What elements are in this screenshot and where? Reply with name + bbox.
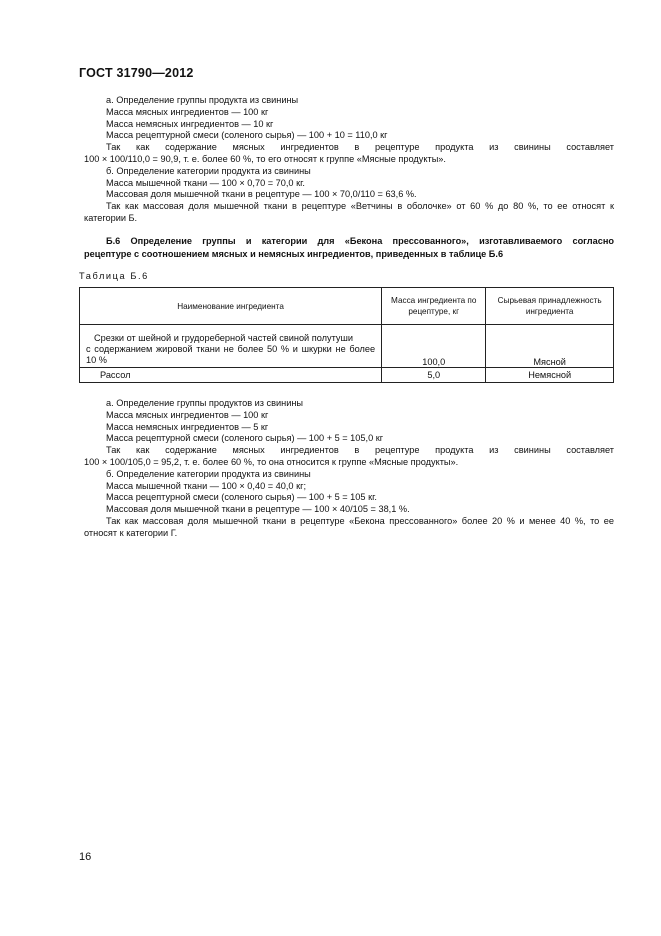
column-header: Масса ингредиента по рецептуре, кг (382, 288, 486, 325)
ingredient-name-line: Срезки от шейной и грудореберной частей свиной полутуши (94, 333, 353, 343)
type-cell: Мясной (486, 325, 614, 368)
table-row (80, 368, 614, 383)
document-header: ГОСТ 31790—2012 (79, 66, 194, 80)
text-line: Масса мышечной ткани — 100 × 0,40 = 40,0 кг; (106, 480, 307, 491)
column-header: Сырьевая принадлежность ингредиента (486, 288, 614, 325)
text-line: Масса мышечной ткани — 100 × 0,70 = 70,0 кг. (106, 177, 305, 188)
table-header-row (80, 288, 614, 325)
column-header: Наименование ингредиента (80, 288, 382, 325)
paragraph-line: относят к категории Г. (84, 527, 178, 538)
ingredient-name-line: с содержанием жировой ткани не более 50 % и шкурки не более 10 % (86, 344, 376, 365)
text-line: Масса мясных ингредиентов — 100 кг (106, 409, 269, 420)
table-caption: Таблица Б.6 (79, 271, 149, 281)
text-line: а. Определение группы продуктов из свинины (106, 398, 304, 408)
ingredient-name-cell: Рассол (80, 368, 382, 383)
text-line: Массовая доля мышечной ткани в рецептуре — 100 × 70,0/110 = 63,6 %. (106, 189, 417, 200)
table-row (80, 325, 614, 368)
text-line: Масса немясных ингредиентов — 5 кг (106, 421, 269, 432)
mass-cell: 100,0 (382, 325, 486, 368)
ingredients-table (79, 287, 614, 383)
section-title (84, 235, 614, 260)
text-line: Масса рецептурной смеси (соленого сырья) — 100 + 10 = 110,0 кг (106, 130, 388, 141)
group-category-block-b (84, 398, 614, 540)
mass-cell: 5,0 (382, 368, 486, 383)
text-line: Масса рецептурной смеси (соленого сырья) — 100 + 5 = 105,0 кг (106, 433, 384, 444)
section-title-line: Б.6 Определение группы и категории для «Бекона прессованного», изготавливаемого согласно (106, 236, 614, 246)
paragraph-line: Так как содержание мясных ингредиентов в рецептуре продукта из свинины составляет (106, 142, 614, 153)
text-line: Массовая доля мышечной ткани в рецептуре — 100 × 40/105 = 38,1 %. (106, 504, 410, 515)
paragraph-line: 100 × 100/110,0 = 90,9, т. е. более 60 %, то его относят к группе «Мясные продукты». (84, 153, 446, 164)
text-line: а. Определение группы продукта из свинины (106, 95, 299, 105)
text-line: б. Определение категории продукта из свинины (106, 165, 311, 176)
ingredient-name-cell (80, 325, 382, 368)
text-line: Масса немясных ингредиентов — 10 кг (106, 118, 274, 129)
paragraph-line: Так как массовая доля мышечной ткани в рецептуре «Ветчины в оболочке» от 60 % до 80 %, то ее относят к (106, 201, 614, 212)
paragraph-line: Так как массовая доля мышечной ткани в рецептуре «Бекона прессованного» более 20 % и менее 40 %, то ее (106, 515, 614, 526)
text-line: Масса мясных ингредиентов — 100 кг (106, 106, 269, 117)
group-category-block-a (84, 95, 614, 225)
text-line: б. Определение категории продукта из свинины (106, 468, 311, 479)
text-line: Масса рецептурной смеси (соленого сырья) — 100 + 5 = 105 кг. (106, 492, 377, 503)
paragraph-line: 100 × 100/105,0 = 95,2, т. е. более 60 %, то она относится к группе «Мясные продукты». (84, 456, 459, 467)
paragraph-line: категории Б. (84, 212, 138, 223)
section-title-line: рецептуре с соотношением мясных и немясных ингредиентов, приведенных в таблице Б.6 (84, 248, 504, 259)
paragraph-line: Так как содержание мясных ингредиентов в рецептуре продукта из свинины составляет (106, 445, 614, 456)
type-cell: Немясной (486, 368, 614, 383)
page-number: 16 (79, 851, 92, 863)
